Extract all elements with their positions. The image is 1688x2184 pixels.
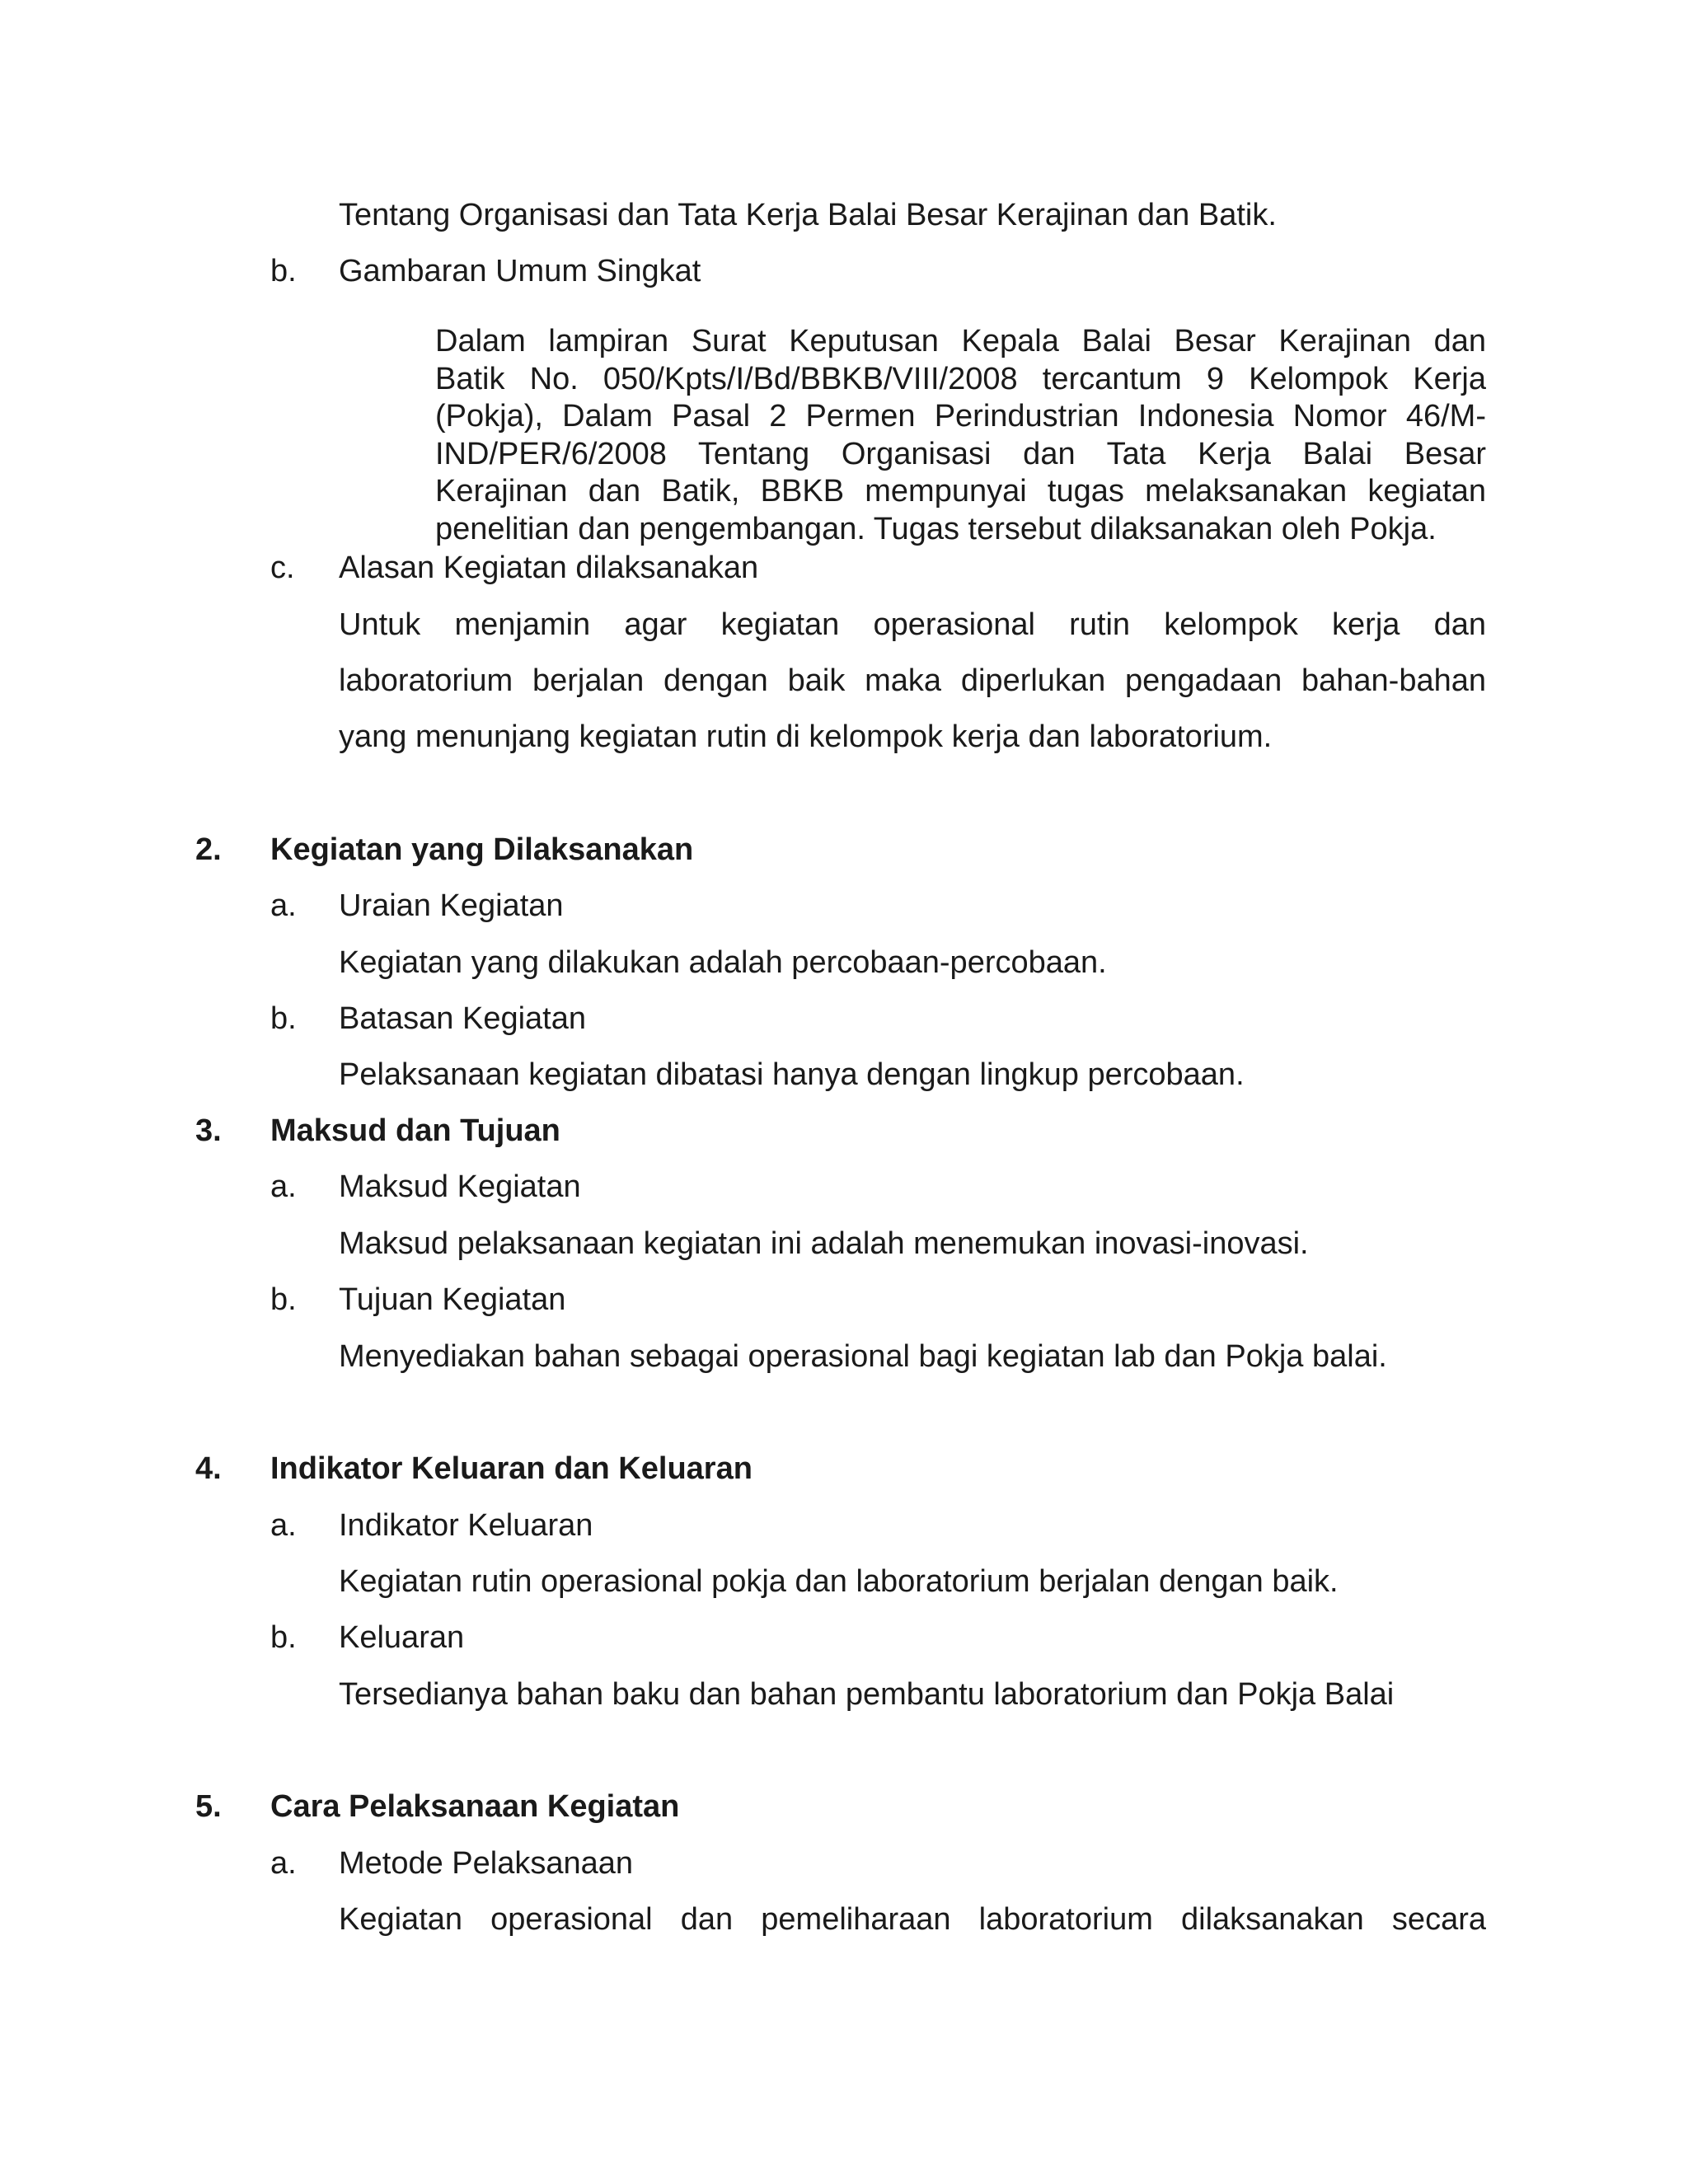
item-letter: a. bbox=[270, 1846, 297, 1881]
subheading-indikator-keluaran: Indikator Keluaran bbox=[339, 1508, 593, 1543]
section-number: 2. bbox=[195, 832, 222, 867]
item-letter: b. bbox=[270, 1001, 297, 1036]
subheading-metode-pelaksanaan: Metode Pelaksanaan bbox=[339, 1846, 634, 1881]
item-letter: c. bbox=[270, 551, 295, 585]
item-letter: b. bbox=[270, 254, 297, 288]
subheading-gambaran-umum: Gambaran Umum Singkat bbox=[339, 254, 701, 288]
item-letter: a. bbox=[270, 1508, 297, 1543]
section-number: 3. bbox=[195, 1113, 222, 1148]
subheading-maksud-kegiatan: Maksud Kegiatan bbox=[339, 1169, 581, 1204]
paragraph-line: yang menunjang kegiatan rutin di kelompok kerja dan laboratorium. bbox=[339, 719, 1273, 754]
paragraph-line: Untuk menjamin agar kegiatan operasional rutin kelompok kerja dan bbox=[339, 607, 1486, 642]
item-text: Menyediakan bahan sebagai operasional bagi kegiatan lab dan Pokja balai. bbox=[339, 1339, 1387, 1374]
item-text: Maksud pelaksanaan kegiatan ini adalah menemukan inovasi-inovasi. bbox=[339, 1226, 1309, 1261]
section-number: 4. bbox=[195, 1451, 222, 1486]
paragraph-line: (Pokja), Dalam Pasal 2 Permen Perindustrian Indonesia Nomor 46/M- bbox=[435, 399, 1486, 434]
subheading-keluaran: Keluaran bbox=[339, 1620, 465, 1655]
paragraph-line: IND/PER/6/2008 Tentang Organisasi dan Tata Kerja Balai Besar bbox=[435, 436, 1486, 471]
section-title-cara-pelaksanaan: Cara Pelaksanaan Kegiatan bbox=[270, 1789, 680, 1824]
subheading-uraian-kegiatan: Uraian Kegiatan bbox=[339, 888, 564, 923]
item-text: Pelaksanaan kegiatan dibatasi hanya dengan lingkup percobaan. bbox=[339, 1057, 1245, 1092]
paragraph-line: laboratorium berjalan dengan baik maka diperlukan pengadaan bahan-bahan bbox=[339, 663, 1486, 698]
item-letter: b. bbox=[270, 1282, 297, 1317]
item-text: Tersedianya bahan baku dan bahan pembantu laboratorium dan Pokja Balai bbox=[339, 1677, 1395, 1712]
item-letter: a. bbox=[270, 1169, 297, 1204]
subheading-tujuan-kegiatan: Tujuan Kegiatan bbox=[339, 1282, 566, 1317]
section-title-maksud: Maksud dan Tujuan bbox=[270, 1113, 560, 1148]
paragraph-gambaran-umum bbox=[435, 323, 1486, 548]
section-title-kegiatan: Kegiatan yang Dilaksanakan bbox=[270, 832, 694, 867]
paragraph-line: Dalam lampiran Surat Keputusan Kepala Balai Besar Kerajinan dan bbox=[435, 324, 1486, 359]
subheading-alasan-kegiatan: Alasan Kegiatan dilaksanakan bbox=[339, 551, 759, 585]
paragraph-line: Batik No. 050/Kpts/I/Bd/BBKB/VIII/2008 tercantum 9 Kelompok Kerja bbox=[435, 361, 1486, 396]
item-letter: a. bbox=[270, 888, 297, 923]
item-text: Kegiatan yang dilakukan adalah percobaan-percobaan. bbox=[339, 945, 1107, 980]
item-text: Kegiatan operasional dan pemeliharaan laboratorium dilaksanakan secara bbox=[339, 1902, 1486, 1937]
paragraph-line: penelitian dan pengembangan. Tugas tersebut dilaksanakan oleh Pokja. bbox=[435, 511, 1437, 546]
paragraph-line: Kerajinan dan Batik, BBKB mempunyai tugas melaksanakan kegiatan bbox=[435, 474, 1486, 509]
intro-continuation: Tentang Organisasi dan Tata Kerja Balai Besar Kerajinan dan Batik. bbox=[339, 198, 1277, 232]
item-text: Kegiatan rutin operasional pokja dan laboratorium berjalan dengan baik. bbox=[339, 1564, 1339, 1599]
item-letter: b. bbox=[270, 1620, 297, 1655]
section-number: 5. bbox=[195, 1789, 222, 1824]
section-title-indikator: Indikator Keluaran dan Keluaran bbox=[270, 1451, 753, 1486]
subheading-batasan-kegiatan: Batasan Kegiatan bbox=[339, 1001, 587, 1036]
